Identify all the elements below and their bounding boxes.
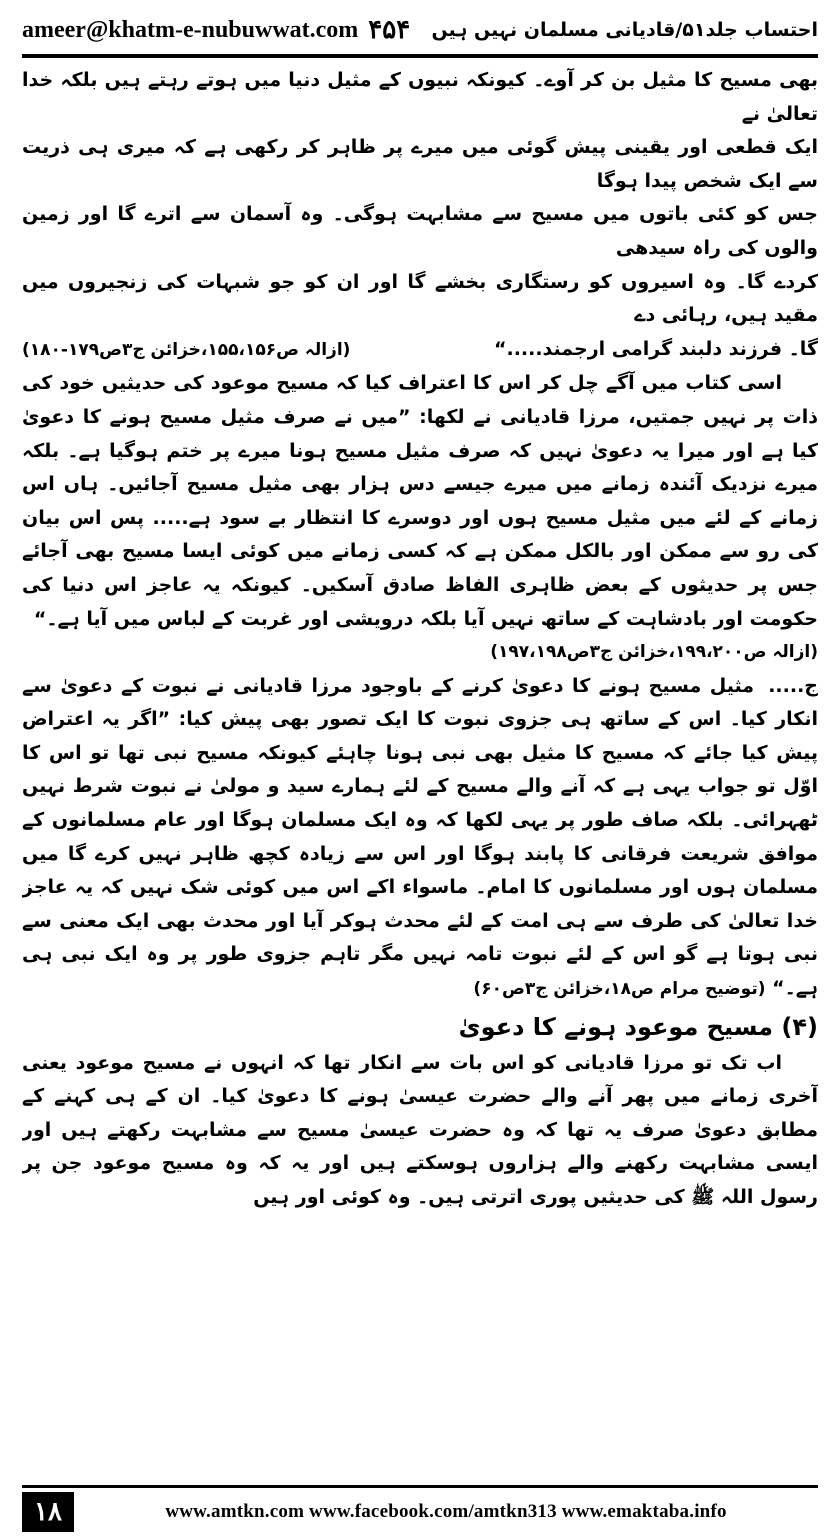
header-rule: [22, 54, 818, 58]
footer-links: www.amtkn.com www.facebook.com/amtkn313 www.emaktaba.info: [165, 1501, 727, 1522]
footer-page-number: ۱۸: [22, 1492, 74, 1532]
footer-rule: [22, 1485, 818, 1488]
paragraph-4: اب تک تو مرزا قادیانی کو اس بات سے انکار تھا کہ انہوں نے مسیح موعود یعنی آخری زمانے میں پھر آنے والے حضرت عیسیٰ ہونے کا دعویٰ کیا۔ ان کے ہی کہنے کے مطابق دعویٰ صرف یہ تھا کہ وہ حضرت عیسیٰ مسیح سے مشابہت رکھتے ہیں اور ایسی مشابہت رکھنے والے ہزاروں ہوسکتے ہیں اور یہ کہ وہ مسیح موعود جن پر رسول اللہ ﷺ کی حدیثیں پوری اترتی ہیں۔ وہ کوئی اور ہیں: [22, 1051, 818, 1208]
header-book-title: احتساب جلد۵۱/قادیانی مسلمان نہیں ہیں: [431, 19, 818, 41]
para1-last-row: [22, 333, 818, 368]
para1-line3: جس کو کئی باتوں میں مسیح سے مشابہت ہوگی۔ وہ آسمان سے اترے گا اور زمین والوں کی راہ سیدھی: [22, 203, 818, 259]
header-left: [22, 15, 410, 45]
para1-last-line: گا۔ فرزند دلبند گرامی ارجمند.....“: [493, 337, 818, 360]
para1-line4: کردے گا۔ وہ اسیروں کو رستگاری بخشے گا اور ان کو جو شبہات کی زنجیروں میں مقید ہیں، رہائی دے: [22, 270, 818, 327]
label-ja: ج.....: [768, 674, 818, 697]
page-header: [22, 10, 818, 50]
paragraph-2: اسی کتاب میں آگے چل کر اس کا اعتراف کیا کہ مسیح موعود کی حدیثیں خود کی ذات پر نہیں جمتیں، مرزا قادیانی نے لکھا: ”میں نے صرف مثیل مسیح ہونے کا دعویٰ کیا ہے اور میرا یہ دعویٰ نہیں کہ صرف مثیل مسیح ہونا میرے پر ختم ہوگیا ہے۔ بلکہ میرے نزدیک آئندہ زمانے میں میرے جیسے دس ہزار بھی مثیل مسیح آجائیں۔ ہاں اس زمانے کے لئے میں مثیل مسیح ہوں اور دوسرے کا انتظار بے سود ہے..... پس اس بیان کی رو سے ممکن اور بالکل ممکن ہے کہ کسی زمانے میں کوئی ایسا مسیح بھی آجائے جس پر حدیثوں کے بعض ظاہری الفاظ صادق آسکیں۔ کیونکہ یہ عاجز اس دنیا کی حکومت اور بادشاہت کے ساتھ نہیں آیا بلکہ درویشی اور غربت کے لباس میں آیا ہے۔“: [22, 372, 818, 630]
reference-2: (ازالہ ص۱۹۹،۲۰۰،خزائن ج۳ص۱۹۷،۱۹۸): [490, 642, 818, 663]
reference-1: (ازالہ ص۱۵۵،۱۵۶،خزائن ج۳ص۱۷۹-۱۸۰): [22, 339, 351, 360]
header-email: ameer@khatm-e-nubuwwat.com: [22, 16, 359, 43]
header-page-number: ۴۵۴: [368, 15, 411, 45]
paragraph-3-text: مثیل مسیح ہونے کا دعویٰ کرنے کے باوجود مرزا قادیانی نے نبوت کے دعویٰ سے انکار کیا۔ اس کے ساتھ ہی جزوی نبوت کا ایک تصور بھی پیش کیا: ”اگر یہ اعتراض پیش کیا جائے کہ مسیح کا مثیل بھی نبی ہونا چاہئے کیونکہ مسیح نبی تھا تو اس کا اوّل تو جواب یہی ہے کہ آنے والے مسیح کے لئے ہمارے سید و مولیٰ نے نبوت شرط نہیں ٹھہرائی۔ بلکہ صاف طور پر یہی لکھا کہ وہ ایک مسلمان ہوگا اور عام مسلمانوں کے موافق شریعت فرقانی کا پابند ہوگا اور اس سے زیادہ کچھ ظاہر نہیں کرے گا میں مسلمان ہوں اور مسلمانوں کا امام۔ ماسواء اکے اس میں کوئی شک نہیں کہ یہ عاجز خدا تعالیٰ کی طرف سے ہی امت کے لئے محدث ہوکر آیا اور محدث بھی ایک معنی سے نبی ہوتا ہے گو اس کے لئے نبوت تامہ نہیں مگر تاہم جزوی طور پر وہ ایک نبی ہی ہے۔“: [22, 674, 818, 1000]
reference-3: (توضیح مرام ص۱۸،خزائن ج۳ص۶۰): [473, 979, 766, 1000]
section-heading: (۴) مسیح موعود ہونے کا دعویٰ: [458, 1012, 818, 1041]
para1-line2: ایک قطعی اور یقینی پیش گوئی میں میرے پر ظاہر کر رکھی ہے کہ میری ہی ذریت سے ایک شخص پیدا ہوگا: [22, 136, 818, 192]
para1-line1: بھی مسیح کا مثیل بن کر آوے۔ کیونکہ نبیوں کے مثیل دنیا میں ہوتے رہتے ہیں بلکہ خدا تعالیٰ نے: [22, 69, 818, 125]
paragraph-3: [22, 670, 818, 1007]
page-footer: [22, 1492, 818, 1532]
page-body: [22, 64, 818, 1456]
